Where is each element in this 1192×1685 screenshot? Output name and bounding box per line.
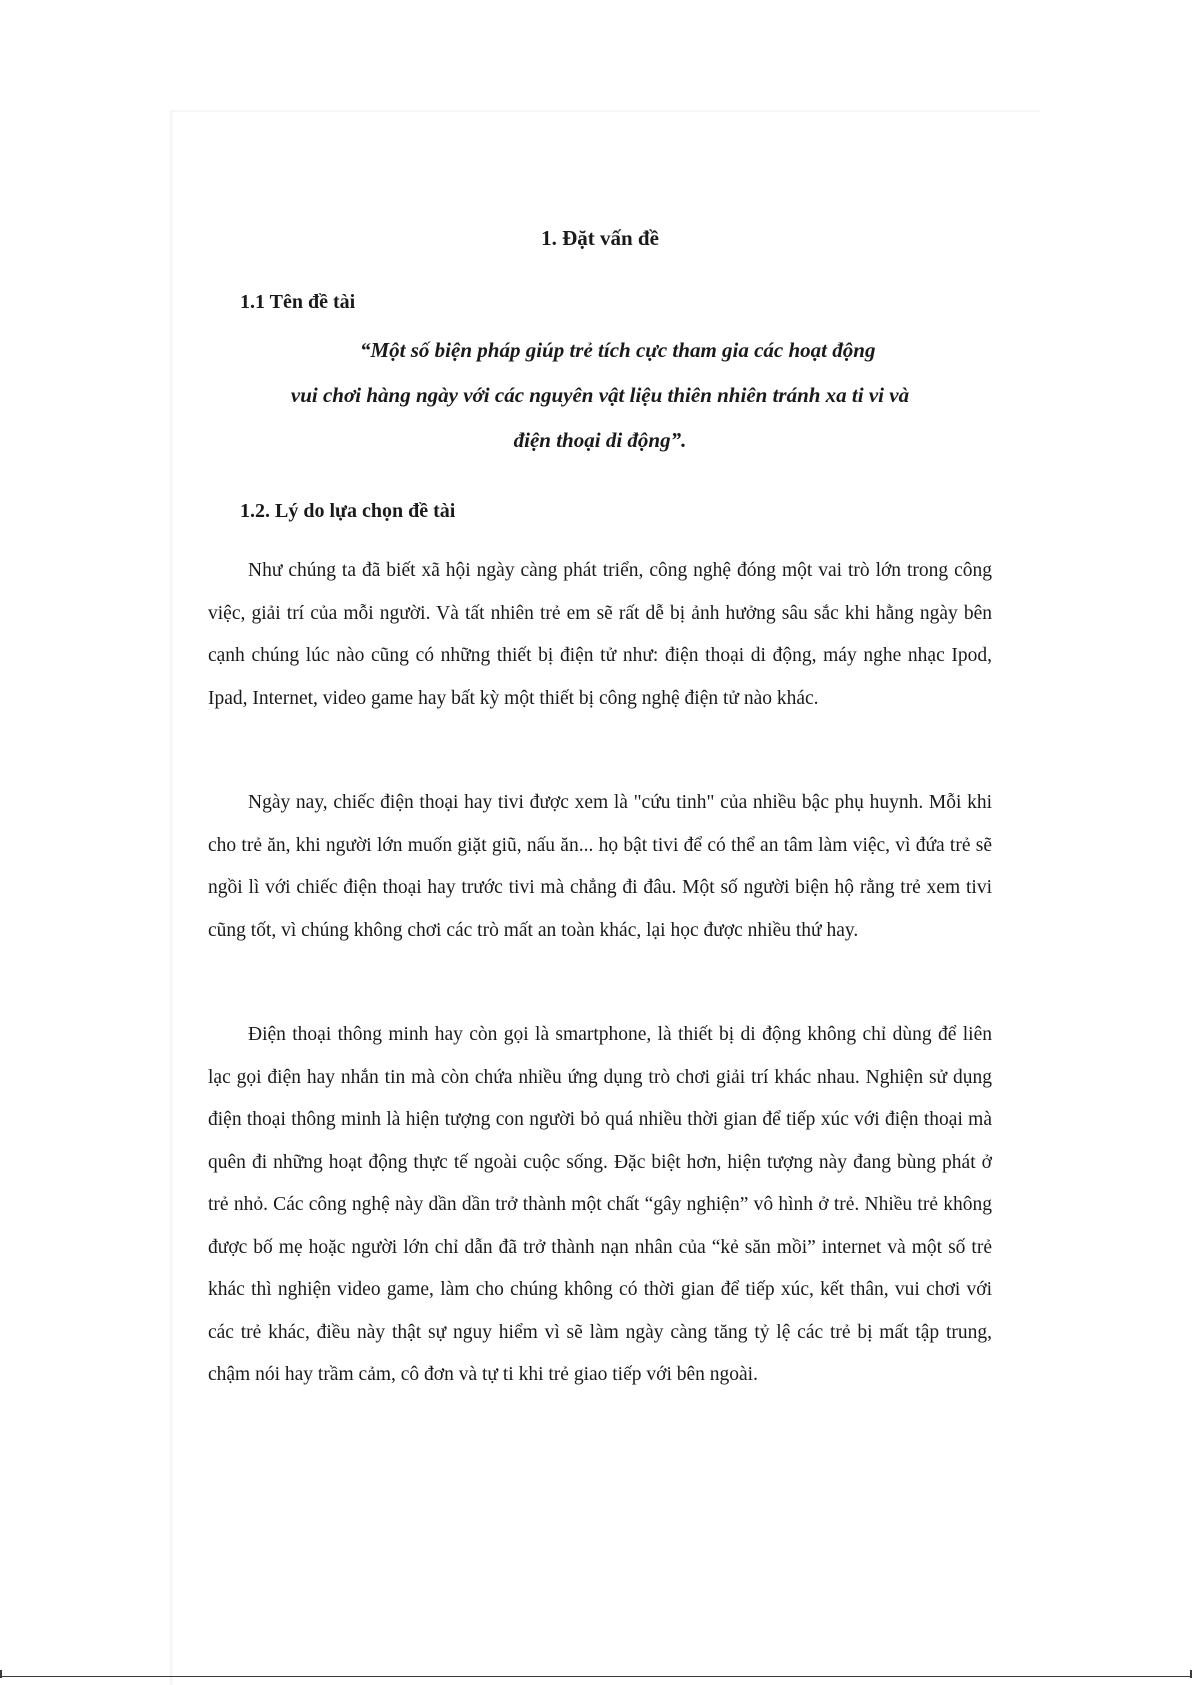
scanned-page-top-edge bbox=[170, 110, 1040, 112]
main-title: 1. Đặt vấn đề bbox=[541, 226, 659, 250]
bottom-border-tick-left bbox=[0, 1670, 2, 1678]
topic-line-3: điện thoại di động”. bbox=[513, 428, 687, 452]
paragraph-1: Như chúng ta đã biết xã hội ngày càng phát triển, công nghệ đóng một vai trò lớn trong công việc, giải trí của mỗi người. Và tất nhiên trẻ em sẽ rất dễ bị ảnh hưởng sâu sắc khi hằng ngày bên cạnh chúng lúc nào cũng có những thiết bị điện tử như: điện thoại di động, máy nghe nhạc Ipod, Ipad, Internet, video game hay bất kỳ một thiết bị công nghệ điện tử nào khác. bbox=[208, 560, 992, 709]
paragraph-2: Ngày nay, chiếc điện thoại hay tivi được xem là "cứu tinh" của nhiều bậc phụ huynh. Mỗi khi cho trẻ ăn, khi người lớn muốn giặt giũ, nấu ăn... họ bật tivi để có thể an tâm làm việc, vì đứa trẻ sẽ ngồi lì với chiếc điện thoại hay trước tivi mà chẳng đi đâu. Một số người biện hộ rằng trẻ xem tivi cũng tốt, vì chúng không chơi các trò mất an toàn khác, lại học được nhiều thứ hay. bbox=[208, 792, 992, 941]
topic-line-2: vui chơi hàng ngày với các nguyên vật liệu thiên nhiên tránh xa ti vi và bbox=[290, 383, 910, 407]
paragraph-3: Điện thoại thông minh hay còn gọi là smartphone, là thiết bị di động không chỉ dùng để liên lạc gọi điện hay nhắn tin mà còn chứa nhiều ứng dụng trò chơi giải trí khác nhau. Nghiện sử dụng điện thoại thông minh là hiện tượng con người bỏ quá nhiều thời gian để tiếp xúc với điện thoại mà quên đi những hoạt động thực tế ngoài cuộc sống. Đặc biệt hơn, hiện tượng này đang bùng phát ở trẻ nhỏ. Các công nghệ này dần dần trở thành một chất “gây nghiện” vô hình ở trẻ. Nhiều trẻ không được bố mẹ hoặc người lớn chỉ dẫn đã trở thành nạn nhân của “kẻ săn mồi” internet và một số trẻ khác thì nghiện video game, làm cho chúng không có thời gian để tiếp xúc, kết thân, vui chơi với các trẻ khác, điều này thật sự nguy hiểm vì sẽ làm ngày càng tăng tỷ lệ các trẻ bị mất tập trung, chậm nói hay trầm cảm, cô đơn và tự ti khi trẻ giao tiếp với bên ngoài. bbox=[208, 1024, 992, 1385]
scanned-page-left-edge bbox=[170, 110, 173, 1685]
bottom-border-line bbox=[0, 1676, 1192, 1677]
topic-title bbox=[240, 328, 960, 463]
section-1-2-heading: 1.2. Lý do lựa chọn đề tài bbox=[240, 500, 456, 522]
section-1-1-heading: 1.1 Tên đề tài bbox=[240, 291, 356, 313]
topic-line-1: “Một số biện pháp giúp trẻ tích cực tham gia các hoạt động bbox=[360, 338, 876, 362]
